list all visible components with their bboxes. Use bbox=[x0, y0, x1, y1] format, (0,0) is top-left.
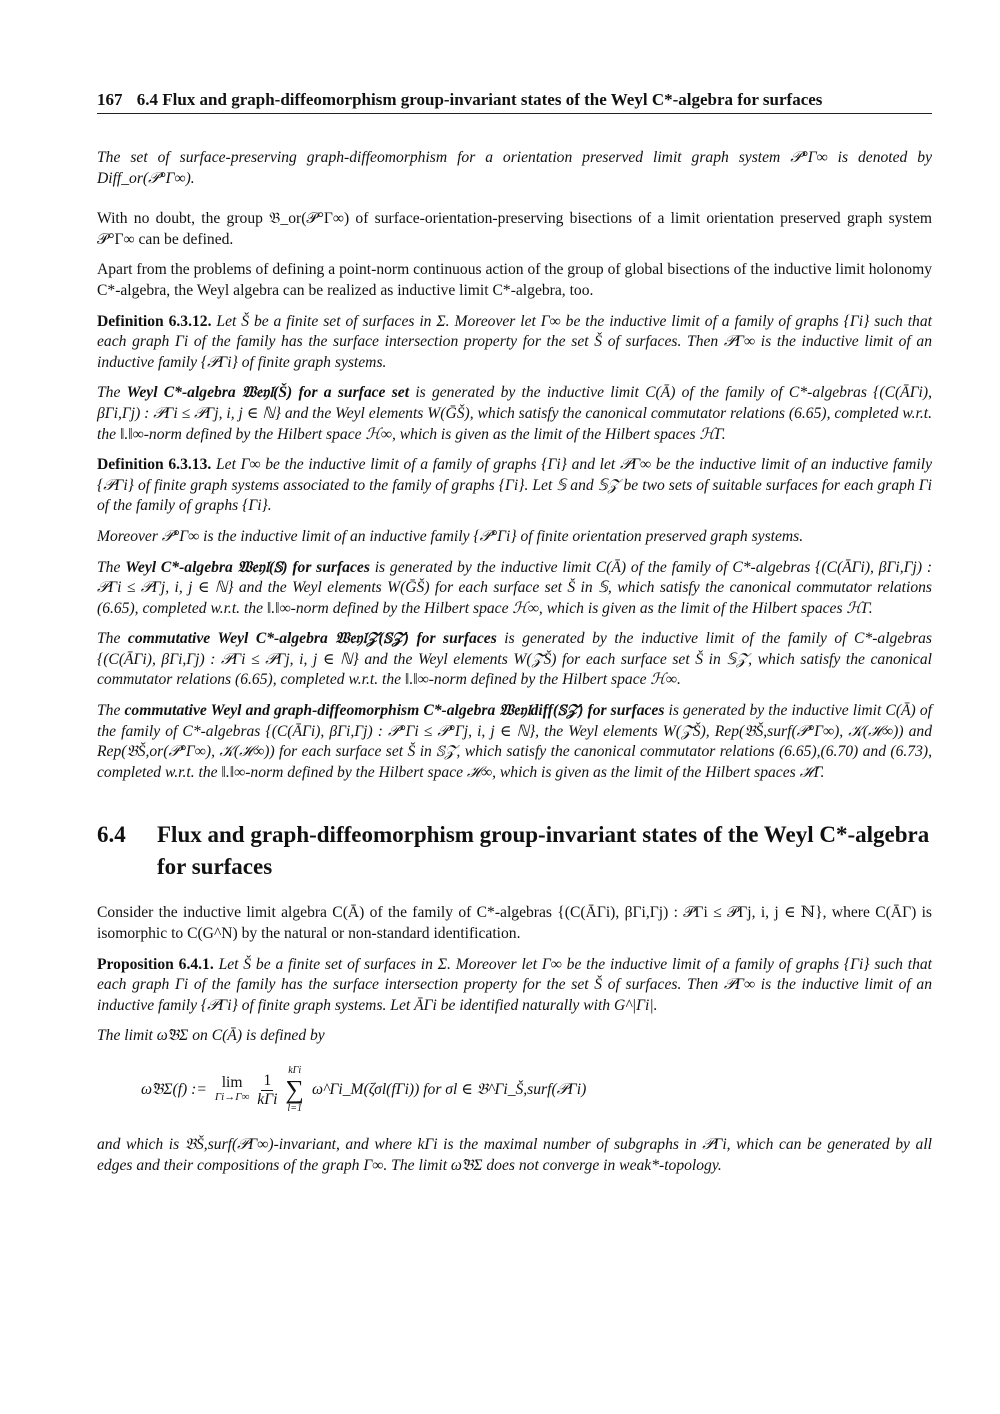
page-body bbox=[97, 148, 932, 1186]
paragraph-weyl-inductive: Apart from the problems of defining a point-norm continuous action of the group of global bisections of the inductive limit holonomy C*-algebra, the Weyl algebra can be realized as inductive limit C*-algebra, too. bbox=[97, 261, 932, 299]
formula-rhs: ω^Γi_M(ζσl(fΓi)) for σl ∈ 𝔅^Γi_Š,surf(𝒫Γi) bbox=[311, 1080, 587, 1098]
text-fragment: The bbox=[97, 384, 127, 402]
limit-operator: lim bbox=[221, 1074, 243, 1091]
fraction-numerator: 1 bbox=[263, 1071, 272, 1089]
section-intro: Consider the inductive limit algebra C(Ā) of the family of C*-algebras {(C(ĀΓi), βΓi,Γj) : 𝒫Γi ≤ 𝒫Γj, i, j ∈ ℕ}, where C(ĀΓ) is isomorphic to C(G^N) by the natural or non-standard identification. bbox=[97, 904, 932, 943]
limit-formula bbox=[141, 1065, 932, 1115]
page-number: 167 bbox=[97, 90, 123, 109]
definition-6-3-12-weyl bbox=[97, 383, 932, 445]
definition-6-3-13-weyl bbox=[97, 558, 932, 620]
proposition-conclusion: and which is 𝔅Š,surf(𝒫Γ∞)-invariant, and where kΓi is the maximal number of subgraphs in 𝒫Γi, which can be generated by all edges and their compositions of the graph Γ∞. The limit ω̂𝔅Σ does not converge in weak*-topology. bbox=[97, 1136, 932, 1174]
definition-text: Let Š be a finite set of surfaces in Σ. Moreover let Γ∞ be the inductive limit of a family of graphs {Γi} such that each graph Γi of the family has the surface intersection property for the set Š of surfaces. Then 𝒫Γ∞ is the inductive limit of an inductive family {𝒫Γi} of finite graph systems. bbox=[97, 312, 932, 371]
proposition-label: Proposition 6.4.1. bbox=[97, 955, 214, 973]
sum-symbol: ∑ bbox=[285, 1075, 304, 1104]
definition-6-3-13-diff bbox=[97, 701, 932, 783]
limit-subscript: Γi→Γ∞ bbox=[214, 1091, 250, 1103]
formula-fraction bbox=[257, 1072, 277, 1109]
defined-term: commutative Weyl and graph-diffeomorphism C*-algebra 𝔚𝔢𝔶𝔩diff(𝕊𝒵) for surfaces bbox=[124, 702, 665, 720]
definition-label: Definition 6.3.12. bbox=[97, 312, 212, 330]
running-title: 6.4 Flux and graph-diffeomorphism group-invariant states of the Weyl C*-algebra for surfaces bbox=[136, 90, 823, 109]
defined-term: commutative Weyl C*-algebra 𝔚𝔢𝔶𝔩𝒵(𝕊𝒵) for surfaces bbox=[127, 630, 497, 648]
text-fragment: is generated by the inductive limit C(Ā) of the family of C*-algebras {(C(ĀΓi), βΓi,Γj) : 𝒫°Γi ≤ 𝒫°Γj, i, j ∈ ℕ}, the Weyl elements W(𝒵̄Š), Rep(𝔅Š,surf(𝒫°Γ∞), 𝒦(ℋ∞)) and Rep(𝔅Š,or(𝒫°Γ∞), 𝒦(ℋ∞)) for each surface set Š in 𝕊𝒵, which satisfy the canonical commutator relations (6.65),(6.70) and (6.73), completed w.r.t. the ‖.‖∞-norm defined by the Hilbert space ℋ∞, which is given as the limit of the Hilbert spaces ℋΓ. bbox=[97, 702, 932, 781]
definition-6-3-13-orientation: Moreover 𝒫°Γ∞ is the inductive limit of an inductive family {𝒫°Γi} of finite orientation preserved graph systems. bbox=[97, 527, 804, 545]
formula-lhs: ω̂𝔅Σ(f) := bbox=[141, 1080, 207, 1098]
text-fragment: is generated by the inductive limit C(Ā) of the family of C*-algebras {(C(ĀΓi), βΓi,Γj) : 𝒫Γi ≤ 𝒫Γj, i, j ∈ ℕ} and the Weyl elements W(ḠŠ), which satisfy the canonical commutator relations (6.65), completed w.r.t. the ‖.‖∞-norm defined by the Hilbert space ℋ∞, which is given as the limit of the Hilbert spaces ℋΓ. bbox=[97, 384, 932, 443]
proposition-6-4-1 bbox=[97, 955, 932, 1017]
sum-lower: l=1 bbox=[287, 1103, 302, 1114]
text-fragment: is generated by the inductive limit of the family of C*-algebras {(C(ĀΓi), βΓi,Γj) : 𝒫Γi ≤ 𝒫Γj, i, j ∈ ℕ} and the Weyl elements W(𝒵̄Š) for each surface set Š in 𝕊𝒵, which satisfy the canonical commutator relations (6.65), completed w.r.t. the ‖.‖∞-norm defined by the Hilbert space ℋ∞. bbox=[97, 630, 933, 689]
definition-6-3-12 bbox=[97, 312, 932, 374]
defined-term: Weyl C*-algebra 𝔚𝔢𝔶𝔩(𝕊) for surfaces bbox=[125, 558, 370, 576]
text-fragment: The bbox=[97, 702, 125, 720]
section-heading bbox=[97, 819, 932, 883]
paragraph-bisections: With no doubt, the group 𝔅_or(𝒫°Γ∞) of surface-orientation-preserving bisections of a limit orientation preserved graph system 𝒫°Γ∞ can be defined. bbox=[97, 210, 932, 248]
section-number: 6.4 bbox=[97, 822, 126, 848]
text-fragment: The bbox=[97, 558, 126, 576]
proposition-limit-intro: The limit ω̂𝔅Σ on C(Ā) is defined by bbox=[97, 1027, 325, 1045]
paragraph-diff-or: The set of surface-preserving graph-diffeomorphism for a orientation preserved limit graph system 𝒫°Γ∞ is denoted by Diff_or(𝒫°Γ∞). bbox=[97, 149, 932, 187]
text-fragment: is generated by the inductive limit C(Ā) of the family of C*-algebras {(C(ĀΓi), βΓi,Γj) : 𝒫Γi ≤ 𝒫Γj, i, j ∈ ℕ} and the Weyl elements W(ḠŠ) for each surface set Š in 𝕊, which satisfy the canonical commutator relations (6.65), completed w.r.t. the ‖.‖∞-norm defined by the Hilbert space ℋ∞, which is given as the limit of the Hilbert spaces ℋΓ. bbox=[97, 558, 933, 617]
formula-sum bbox=[285, 1065, 304, 1115]
definition-6-3-13 bbox=[97, 455, 932, 517]
definition-6-3-13-commutative bbox=[97, 629, 932, 691]
definition-label: Definition 6.3.13. bbox=[97, 456, 212, 474]
running-header bbox=[97, 89, 932, 114]
section-title: Flux and graph-diffeomorphism group-invariant states of the Weyl C*-algebra for surfaces bbox=[157, 822, 930, 880]
fraction-denominator: kΓi bbox=[257, 1090, 278, 1108]
defined-term: Weyl C*-algebra 𝔚𝔢𝔶𝔩(Š) for a surface set bbox=[126, 384, 410, 402]
formula-limit bbox=[215, 1076, 249, 1104]
proposition-text: Let Š be a finite set of surfaces in Σ. Moreover let Γ∞ be the inductive limit of a family of graphs {Γi} such that each graph Γi of the family has the surface intersection property for the set Š of surfaces. Then 𝒫Γ∞ is the inductive limit of an inductive family {𝒫Γi} of finite graph systems. Let ĀΓi be identified naturally with G^|Γi|. bbox=[97, 955, 933, 1014]
text-fragment: The bbox=[97, 630, 128, 648]
definition-text: Let Γ∞ be the inductive limit of a family of graphs {Γi} and let 𝒫Γ∞ be the inductive limit of an inductive family {𝒫Γi} of finite graph systems associated to the family of graphs {Γi}. Let 𝕊 and 𝕊𝒵 be two sets of suitable surfaces for each graph Γi of the family of graphs {Γi}. bbox=[97, 456, 932, 515]
sum-upper: kΓi bbox=[288, 1065, 302, 1076]
